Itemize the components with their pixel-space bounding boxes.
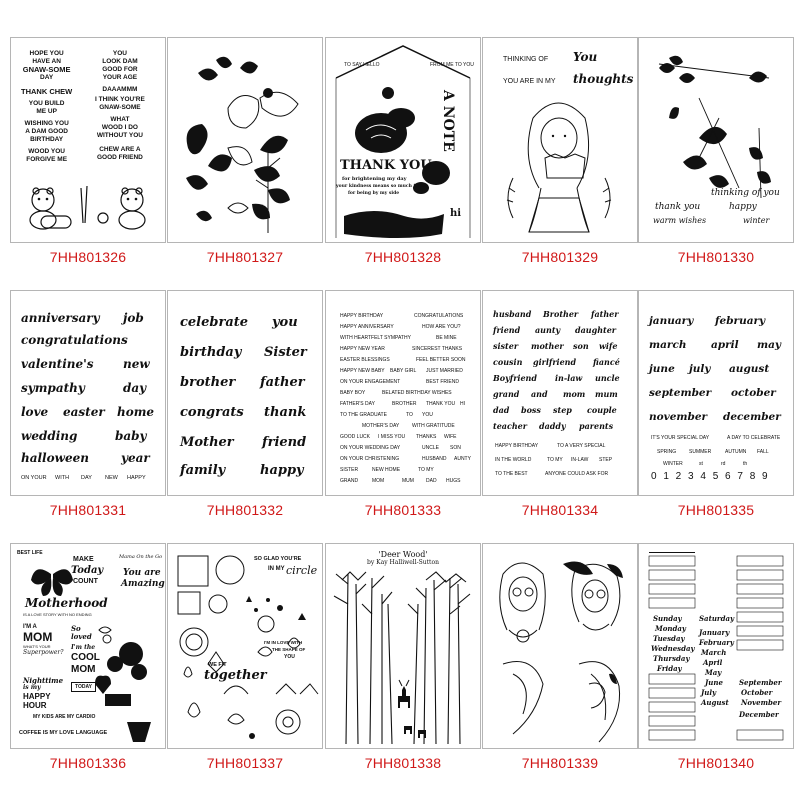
stamp-text: NEW	[105, 475, 118, 481]
stamp-text: girlfriend	[533, 357, 577, 367]
stamp-text: february	[715, 315, 766, 327]
stamp-text: WISHING YOU	[24, 120, 69, 127]
stamp-text: HUGS	[446, 478, 461, 484]
stamp-text: celebrate	[180, 315, 249, 330]
girls-portrait-illustration	[483, 544, 637, 748]
stamp-text: december	[723, 411, 781, 423]
stamp-text: WHAT'S YOUR	[23, 644, 51, 649]
stamp-text: YOU BUILD	[28, 100, 65, 107]
stamp-text: HAPPY	[23, 692, 51, 701]
stamp-text: IN MY	[268, 566, 285, 572]
stamp-text: SUMMER	[689, 449, 712, 455]
stamp-sheet-image	[167, 290, 323, 496]
product-code[interactable]: 7HH801336	[49, 755, 127, 771]
stamp-text: Boyfriend	[493, 373, 537, 383]
stamp-text: SPRING	[657, 449, 677, 455]
stamp-text: EASTER BLESSINGS	[340, 357, 390, 363]
stamp-text: BEST LIFE	[17, 550, 43, 556]
stamp-text: warm wishes	[653, 216, 707, 225]
stamp-text: rd	[721, 461, 726, 467]
stamp-text: MOM	[372, 478, 385, 484]
stamp-text: BE MINE	[436, 335, 457, 341]
stamp-text: GNAW-SOME	[99, 104, 141, 111]
stamp-text: Saturday	[699, 614, 735, 623]
stamp-text: GOOD FOR	[102, 66, 138, 73]
stamp-text: MOM	[71, 664, 96, 675]
stamp-text: Mother	[180, 435, 234, 450]
stamp-text: March	[701, 648, 727, 657]
stamp-text: november	[649, 411, 708, 423]
stamp-sheet-image	[482, 290, 638, 496]
stamp-text: and	[531, 389, 548, 399]
stamp-text: your kindness means so much to me	[336, 184, 428, 189]
stamp-text: dad	[493, 405, 510, 415]
stamp-text: ON YOUR	[21, 475, 47, 481]
stamp-text: 0 1 2 3 4 5 6 7 8 9	[651, 471, 770, 482]
stamp-text: Sister	[264, 345, 307, 360]
stamp-text: day	[123, 381, 147, 395]
stamp-text: ME UP	[36, 108, 57, 115]
stamp-text: july	[689, 363, 711, 375]
product-code[interactable]: 7HH801328	[364, 249, 442, 265]
stamp-text: job	[123, 311, 144, 325]
stamp-text: WITH GRATITUDE	[412, 423, 455, 429]
flower-leaf-illustration	[168, 38, 322, 242]
stamp-text: Brother	[543, 309, 579, 319]
product-code[interactable]: 7HH801331	[49, 502, 127, 518]
stamp-sheet-image	[10, 543, 166, 749]
stamp-text: father	[591, 309, 619, 319]
stamp-text: HAPPY NEW YEAR	[340, 346, 385, 352]
stamp-text: circle	[286, 564, 318, 577]
stamp-text: September	[739, 678, 782, 687]
stamp-text: IT'S YOUR SPECIAL DAY	[651, 435, 710, 441]
stamp-text: I'M A	[23, 624, 37, 630]
stamp-text: baby	[115, 429, 147, 443]
stamp-text: DAY	[40, 74, 54, 81]
product-code[interactable]: 7HH801326	[49, 249, 127, 265]
stamp-text: couple	[587, 405, 617, 415]
stamp-text: THINKING OF	[503, 56, 549, 63]
stamp-text: October	[741, 688, 773, 697]
stamp-text: congratulations	[21, 333, 128, 347]
stamp-text: 'Deer Wood'	[378, 550, 428, 559]
stamp-text: TO	[406, 412, 413, 418]
stamp-text: Motherhood	[25, 596, 108, 610]
stamp-text: easter	[63, 405, 105, 419]
product-code[interactable]: 7HH801337	[206, 755, 284, 771]
stamp-text: Today	[71, 565, 104, 576]
product-code[interactable]: 7HH801330	[677, 249, 755, 265]
stamp-text: WITH HEARTFELT SYMPATHY	[340, 335, 411, 341]
stamp-text: June	[705, 678, 723, 687]
stamp-text: aunty	[535, 325, 561, 335]
stamp-text: HAVE AN	[32, 58, 61, 65]
product-code[interactable]: 7HH801329	[521, 249, 599, 265]
stamp-text: sympathy	[21, 381, 85, 395]
stamp-sheet-image	[482, 37, 638, 243]
stamp-text: November	[741, 698, 782, 707]
stamp-text: HAPPY NEW BABY	[340, 368, 385, 374]
product-code[interactable]: 7HH801327	[206, 249, 284, 265]
product-code[interactable]: 7HH801332	[206, 502, 284, 518]
stamp-text: THANK YOU	[340, 158, 432, 173]
stamp-text: april	[711, 339, 739, 351]
stamp-text: daughter	[575, 325, 617, 335]
stamp-text: YOU ARE IN MY	[503, 78, 556, 85]
stamp-text: valentine's	[21, 357, 94, 371]
stamp-text: You are	[123, 568, 161, 578]
stamp-text: ON YOUR ENGAGEMENT	[340, 379, 401, 385]
stamp-text: sister	[493, 341, 519, 351]
stamp-text: AUNTY	[454, 456, 471, 462]
stamp-text: TO MY	[547, 457, 563, 463]
stamp-sheet-image	[167, 543, 323, 749]
stamp-text: you	[272, 315, 298, 330]
stamp-text: WINTER	[663, 461, 683, 467]
stamp-text: IN-LAW	[571, 457, 589, 463]
stamp-text: thinking of you	[711, 188, 780, 198]
stamp-text: NEW HOME	[372, 467, 401, 473]
stamp-text: cousin	[493, 357, 523, 367]
stamp-text: HOW ARE YOU?	[422, 324, 461, 330]
stamp-text: WITHOUT YOU	[96, 132, 143, 139]
stamp-text: YOU	[284, 654, 295, 660]
product-code[interactable]: 7HH801340	[677, 755, 755, 771]
stamp-text: family	[180, 463, 226, 478]
stamp-text: winter	[743, 216, 770, 225]
stamp-text: A NOTE	[440, 90, 456, 152]
stamp-text: Friday	[657, 664, 682, 673]
stamp-text: Sunday	[653, 614, 682, 623]
stamp-text: husband	[493, 309, 532, 319]
stamp-sheet-image	[482, 543, 638, 749]
stamp-text: BEST FRIEND	[426, 379, 459, 385]
stamp-text: THANKS	[416, 434, 437, 440]
stamp-text: December	[739, 710, 779, 719]
stamp-text: WITH	[55, 475, 70, 481]
stamp-text: SINCEREST THANKS	[412, 346, 463, 352]
stamp-text: WE FIT	[208, 662, 227, 668]
stamp-sheet-image	[10, 37, 166, 243]
stamp-text: Mama On the Go	[119, 554, 163, 560]
stamp-text: hi	[450, 208, 462, 219]
stamp-text: mum	[595, 389, 618, 399]
stamp-text: You	[573, 50, 598, 64]
stamp-sheet-image	[638, 37, 794, 243]
stamp-sheet-image	[638, 290, 794, 496]
stamp-text: COOL	[71, 652, 100, 663]
stamp-text: MOTHER'S DAY	[362, 423, 400, 429]
stamp-text: Amazing	[121, 579, 165, 589]
stamp-text: Monday	[655, 624, 687, 633]
stamp-text: is my	[23, 684, 41, 691]
stamp-text: THANK YOU	[426, 401, 456, 407]
stamp-text: anniversary	[21, 311, 100, 325]
stamp-text: FALL	[757, 449, 769, 455]
stamp-text: LOOK DAM	[102, 58, 138, 65]
stamp-text: FORGIVE ME	[26, 156, 68, 163]
stamp-text: march	[649, 339, 687, 351]
stamp-text: th	[743, 461, 748, 467]
stamp-text: mother	[531, 341, 564, 351]
stamp-text: father	[260, 375, 305, 390]
stamp-text: BABY GIRL	[390, 368, 417, 374]
stamp-text: HAPPY BIRTHDAY	[495, 443, 539, 449]
stamp-sheet-image	[325, 290, 481, 496]
stamp-sheet-image	[325, 543, 481, 749]
stamp-text: HAPPY	[127, 475, 146, 481]
stamp-text: DAAAMMM	[102, 86, 138, 93]
stamp-text: YOUR AGE	[102, 74, 138, 81]
stamp-text: boss	[521, 405, 541, 415]
stamp-text: So	[71, 624, 81, 633]
stamp-text: year	[121, 451, 150, 465]
stamp-text: teacher	[493, 421, 527, 431]
stamp-text: SON	[450, 445, 461, 451]
stamp-text: August	[701, 698, 729, 707]
stamp-text: friend	[493, 325, 521, 335]
stamp-text: HOPE YOU	[29, 50, 64, 57]
stamp-text: DAY	[81, 475, 92, 481]
stamp-text: July	[701, 688, 717, 697]
deer-forest-illustration	[326, 544, 480, 748]
stamp-text: COFFEE IS MY LOVE LANGUAGE	[19, 730, 108, 736]
stamp-text: congrats	[180, 405, 244, 420]
stamp-text: IS A LOVE STORY WITH NO ENDING	[23, 612, 92, 617]
stamp-text: Nighttime	[23, 676, 64, 685]
stamp-text: Superpower?	[23, 649, 64, 656]
stamp-text: A DAY TO CELEBRATE	[727, 435, 781, 441]
stamp-text: May	[705, 668, 722, 677]
stamp-text: october	[731, 387, 776, 399]
stamp-text: HAPPY BIRTHDAY	[340, 313, 384, 319]
stamp-text: HI	[460, 401, 465, 407]
stamp-text: step	[553, 405, 572, 415]
product-code[interactable]: 7HH801339	[521, 755, 599, 771]
stamp-text: grand	[493, 389, 520, 399]
stamp-text: halloween	[21, 451, 89, 465]
stamp-text: MAKE	[73, 556, 94, 563]
stamp-text: CONGRATULATIONS	[414, 313, 464, 319]
stamp-text: ANYONE COULD ASK FOR	[545, 471, 609, 477]
stamp-text: WIFE	[444, 434, 457, 440]
stamp-text: COUNT	[73, 578, 98, 585]
stamp-sheet-image	[638, 543, 794, 749]
stamp-text: mom	[563, 389, 586, 399]
stamp-text: home	[117, 405, 155, 419]
stamp-text: june	[649, 363, 675, 375]
stamp-text: GRAND	[340, 478, 359, 484]
stamp-text: brother	[180, 375, 236, 390]
stamp-text: ON YOUR CHRISTENING	[340, 456, 400, 462]
stamp-text: thoughts	[573, 72, 634, 86]
stamp-text: january	[649, 315, 694, 327]
stamp-text: FATHER'S DAY	[340, 401, 375, 407]
stamp-text: TO SAY HELLO	[344, 62, 380, 68]
stamp-text: FROM ME TO YOU	[430, 62, 474, 68]
stamp-sheet-image	[167, 37, 323, 243]
stamp-text: together	[204, 668, 267, 683]
stamp-text: MOM	[23, 630, 53, 644]
stamp-text: YOU	[422, 412, 433, 418]
stamp-text: JUST MARRIED	[426, 368, 463, 374]
beaver-illustration	[11, 38, 165, 242]
stamp-text: FEEL BETTER SOON	[416, 357, 466, 363]
stamp-text: TO MY	[418, 467, 434, 473]
stamp-text: ON YOUR WEDDING DAY	[340, 445, 401, 451]
stamp-text: THE SHAPE OF	[272, 647, 306, 652]
stamp-text: HUSBAND	[422, 456, 447, 462]
stamp-text: in-law	[555, 373, 583, 383]
stamp-text: GOOD FRIEND	[96, 154, 143, 161]
stamp-text: st	[699, 461, 703, 467]
stamp-text: WOOD I DO	[101, 124, 138, 131]
stamp-text: MUM	[402, 478, 414, 484]
stamp-text: daddy	[539, 421, 566, 431]
stamp-text: GNAW-SOME	[22, 65, 71, 74]
product-code[interactable]: 7HH801333	[364, 502, 442, 518]
stamp-text: Thursday	[653, 654, 690, 663]
stamp-text: parents	[579, 421, 614, 431]
stamp-text: April	[703, 658, 723, 667]
stamp-text: UNCLE	[422, 445, 439, 451]
stamp-text: for being by my side	[348, 191, 400, 196]
stamp-text: august	[729, 363, 770, 375]
stamp-text: DAD	[426, 478, 437, 484]
stamp-text: new	[123, 357, 150, 371]
stamp-text: BABY BOY	[340, 390, 366, 396]
stamp-text: THANK CHEW	[21, 87, 73, 96]
stamp-text: birthday	[180, 345, 242, 360]
stamp-text: STEP	[599, 457, 613, 463]
stamp-text: happy	[260, 463, 304, 478]
stamp-text: loved	[71, 632, 92, 641]
stamp-text: WHAT	[110, 116, 130, 123]
stamp-sheet-image	[325, 37, 481, 243]
stamp-text: wife	[599, 341, 618, 351]
stamp-text: BROTHER	[392, 401, 417, 407]
product-code[interactable]: 7HH801335	[677, 502, 755, 518]
stamp-text: BELATED BIRTHDAY WISHES	[382, 390, 452, 396]
stamp-text: for brightening my day	[342, 176, 407, 182]
stamp-text: I'M IN LOVE WITH	[264, 640, 303, 645]
stamp-text: september	[649, 387, 712, 399]
stamp-text: MY KIDS ARE MY CARDIO	[33, 714, 96, 720]
stamp-text: IN THE WORLD	[495, 457, 532, 463]
stamp-text: Wednesday	[651, 644, 695, 653]
stamp-text: AUTUMN	[725, 449, 747, 455]
stamp-text: I THINK YOU'RE	[95, 96, 145, 103]
stamp-text: SO GLAD YOU'RE	[254, 556, 302, 562]
stamp-sheet-image	[10, 290, 166, 496]
stamp-text: TO THE BEST	[495, 471, 528, 477]
stamp-text: I'm the	[71, 644, 96, 651]
stamp-text: BIRTHDAY	[30, 136, 64, 143]
product-code[interactable]: 7HH801338	[364, 755, 442, 771]
stamp-text: YOU	[112, 50, 127, 57]
stamp-text: friend	[262, 435, 307, 450]
stamp-text: February	[699, 638, 735, 647]
stamp-text: wedding	[21, 429, 78, 443]
stamp-text: uncle	[595, 373, 620, 383]
stamp-text: HOUR	[23, 701, 47, 710]
stamp-text: January	[699, 628, 730, 637]
product-code[interactable]: 7HH801334	[521, 502, 599, 518]
stamp-text: fiancé	[593, 357, 620, 367]
stamp-text: son	[573, 341, 589, 351]
stamp-text: thank you	[655, 202, 701, 212]
stamp-text: thank	[264, 405, 307, 420]
stamp-text: A DAM GOOD	[25, 128, 68, 135]
stamp-text: love	[21, 405, 49, 419]
stamp-text: I MISS YOU	[378, 434, 406, 440]
stamp-text: TO A VERY SPECIAL	[557, 443, 606, 449]
stamp-text: TODAY	[71, 682, 96, 692]
stamp-text: TO THE GRADUATE	[340, 412, 387, 418]
stamp-text: may	[757, 339, 782, 351]
stamp-text: HAPPY ANNIVERSARY	[340, 324, 394, 330]
stamp-text: by Kay Halliwell-Sutton	[367, 559, 439, 566]
stamp-text: happy	[729, 202, 757, 212]
stamp-text: SISTER	[340, 467, 359, 473]
stamp-text: WOOD YOU	[28, 148, 65, 155]
stamp-text: GOOD LUCK	[340, 434, 371, 440]
stamp-text: Tuesday	[653, 634, 685, 643]
stamp-text: CHEW ARE A	[99, 146, 141, 153]
girl-with-cat-illustration	[483, 38, 637, 242]
